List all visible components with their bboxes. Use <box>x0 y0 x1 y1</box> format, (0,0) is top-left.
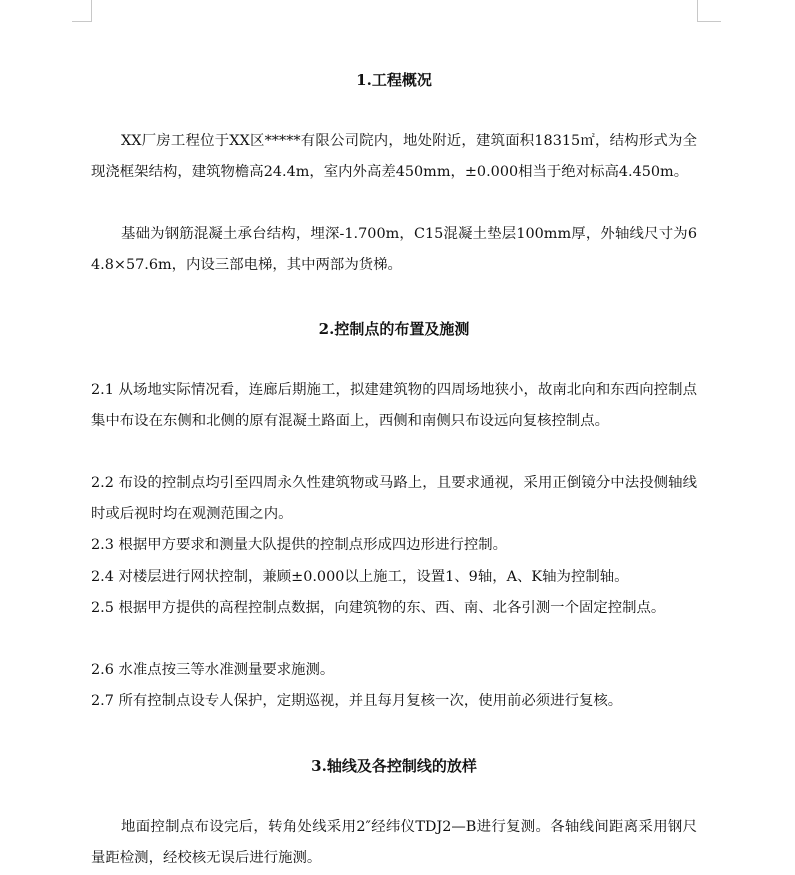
page-corner-mark-top-left <box>91 0 92 21</box>
section-heading-1: 1.工程概况 <box>356 71 432 89</box>
section-1-paragraph-1: XX厂房工程位于XX区*****有限公司院内，地处附近，建筑面积18315㎡，结构形式为全现浇框架结构，建筑物檐高24.4m，室内外高差450mm，±0.000相当于绝对标高4.450m。 <box>91 133 697 180</box>
section-heading-2: 2.控制点的布置及施测 <box>318 320 470 338</box>
page-corner-mark-top-right-horizontal <box>697 21 721 22</box>
section-2-item-2-5: 2.5 根据甲方提供的高程控制点数据，向建筑物的东、西、南、北各引测一个固定控制点。 <box>91 600 666 616</box>
section-2-item-2-7: 2.7 所有控制点设专人保护，定期巡视，并且每月复核一次，使用前必须进行复核。 <box>91 693 623 709</box>
section-2-item-2-4: 2.4 对楼层进行网状控制，兼顾±0.000以上施工，设置1、9轴，A、K轴为控制轴。 <box>91 569 629 585</box>
section-2-item-2-3: 2.3 根据甲方要求和测量大队提供的控制点形成四边形进行控制。 <box>91 537 508 553</box>
section-2-item-2-6: 2.6 水准点按三等水准测量要求施测。 <box>91 662 335 678</box>
page-corner-mark-top-left-horizontal <box>72 21 92 22</box>
page-corner-mark-top-right <box>697 0 698 21</box>
section-2-item-2-1: 2.1 从场地实际情况看，连廊后期施工，拟建建筑物的四周场地狭小，故南北向和东西向控制点集中布设在东侧和北侧的原有混凝土路面上，西侧和南侧只布设远向复核控制点。 <box>91 382 697 429</box>
section-2-item-2-2: 2.2 布设的控制点均引至四周永久性建筑物或马路上，且要求通视，采用正倒镜分中法投侧轴线时或后视时均在观测范围之内。 <box>91 475 697 522</box>
section-heading-3: 3.轴线及各控制线的放样 <box>311 757 477 775</box>
section-1-paragraph-2: 基础为钢筋混凝土承台结构，埋深-1.700m，C15混凝土垫层100mm厚，外轴线尺寸为64.8×57.6m，内设三部电梯，其中两部为货梯。 <box>91 226 697 273</box>
section-3-paragraph-1: 地面控制点布设完后，转角处线采用2″经纬仪TDJ2—B进行复测。各轴线间距离采用钢尺量距检测，经校核无误后进行施测。 <box>91 819 697 866</box>
